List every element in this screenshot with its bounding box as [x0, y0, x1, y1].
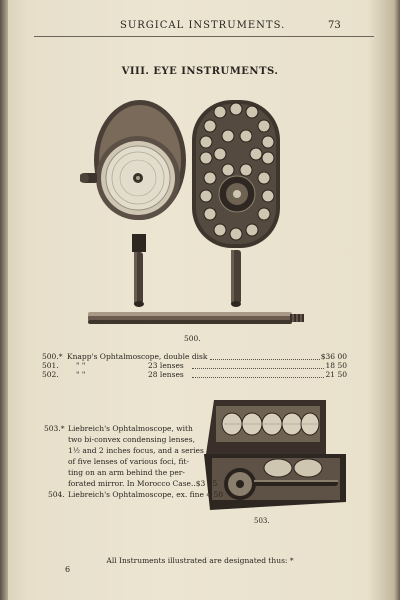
mirror-side-view [80, 100, 186, 307]
item-503-line-4: of five lenses of various foci, fit- [68, 457, 190, 466]
ditto-marks: " " [76, 370, 86, 379]
item-503-line-3: 1½ and 2 inches focus, and a series [68, 446, 204, 455]
section-title: VIII. EYE INSTRUMENTS. [121, 66, 279, 77]
item-price: 18 50 [325, 361, 347, 370]
price-row-500 [42, 352, 347, 361]
case-lid [206, 400, 326, 454]
page-edge-shadow [394, 0, 400, 600]
page-number: 73 [328, 20, 341, 31]
detached-handle [88, 312, 304, 324]
item-503-line-5: ting on an arm behind the per- [68, 468, 185, 477]
price-row-502 [42, 370, 347, 379]
item-503-number: 503.* [44, 424, 65, 433]
header-rule [34, 36, 374, 37]
footer-note: All Instruments illustrated are designated thus: * [106, 556, 294, 565]
lens-disk-side-view [192, 100, 280, 307]
item-503-line-6: forated mirror. In Morocco Case..$3 25 [68, 479, 218, 488]
ophthalmoscope-illustration [80, 98, 310, 334]
item-number: 502. [42, 370, 59, 379]
dot-leader [192, 368, 324, 369]
book-spine-shadow [0, 0, 8, 600]
figure-503-label: 503. [254, 517, 270, 525]
item-504-number: 504. [48, 490, 65, 499]
case-base [204, 454, 346, 510]
price-row-501 [42, 361, 347, 370]
item-name: Knapp's Ophtalmoscope, double disk [67, 352, 208, 361]
ditto-marks: " " [76, 361, 86, 370]
item-name: 23 lenses [148, 361, 184, 370]
dot-leader [210, 359, 320, 360]
dot-leader [192, 377, 324, 378]
figure-500-label: 500. [184, 334, 201, 343]
item-price: 21 50 [325, 370, 347, 379]
item-name: 28 lenses [148, 370, 184, 379]
item-503-line-1: Liebreich's Ophtalmoscope, with [68, 424, 193, 433]
item-503-line-2: two bi-convex condensing lenses, [68, 435, 195, 444]
folio-number: 6 [65, 565, 71, 574]
item-price: $36 00 [320, 352, 347, 361]
running-head: SURGICAL INSTRUMENTS. [120, 20, 286, 31]
item-504-text: Liebreich's Ophtalmoscope, ex. fine 4 50 [68, 490, 224, 499]
item-number: 501. [42, 361, 59, 370]
item-number: 500.* [42, 352, 63, 361]
